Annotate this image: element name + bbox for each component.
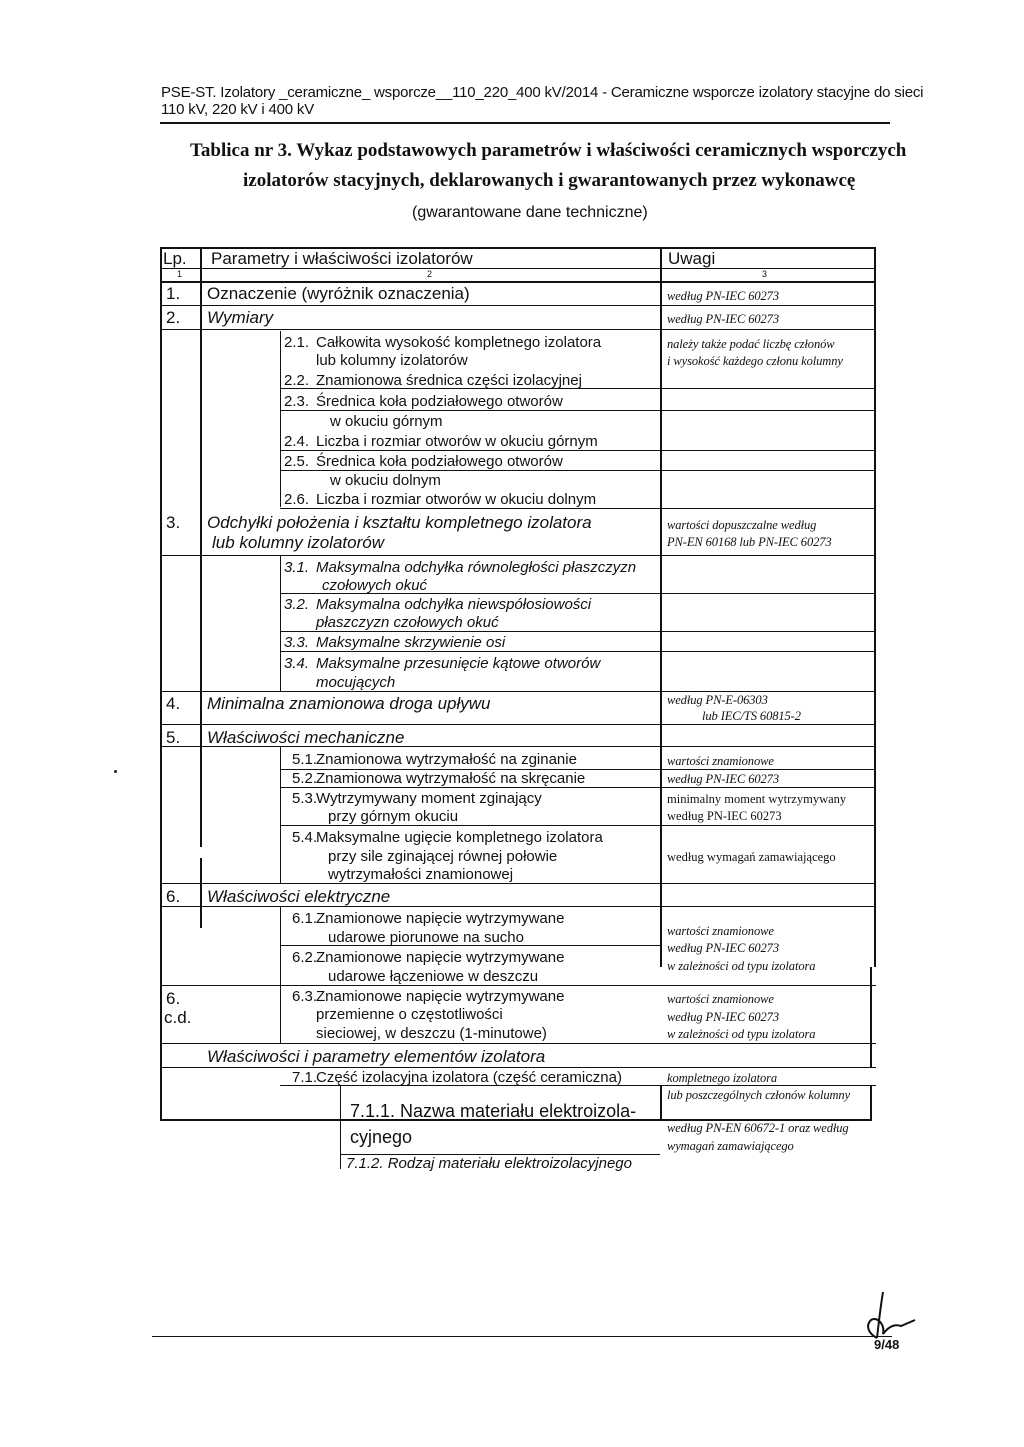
row-5-text: Właściwości mechaniczne (207, 728, 405, 747)
row-2-1-n1: należy także podać liczbę członów (667, 337, 835, 351)
row-6-1-l1: Znamionowe napięcie wytrzymywane (316, 910, 565, 927)
row-6-3-num: 6.3. (292, 988, 318, 1005)
row-6-1-num: 6.1. (292, 910, 318, 927)
row-2-6-l1: Liczba i rozmiar otworów w okuciu dolnym (316, 491, 597, 508)
row-5-4-num: 5.4. (292, 829, 318, 846)
row-6-1-l2: udarowe piorunowe na sucho (328, 929, 524, 946)
row-2-4-l1: Liczba i rozmiar otworów w okuciu górnym (316, 433, 598, 450)
col-num-3: 3 (762, 269, 768, 279)
row-6-lp: 6. (166, 887, 181, 906)
row-2-note: według PN-IEC 60273 (667, 312, 779, 326)
row-7-text: Właściwości i parametry elementów izolatora (207, 1047, 546, 1066)
row-3-2-l1: Maksymalna odchyłka niewspółosiowości (316, 596, 592, 613)
row-5-2-l1: Znamionowa wytrzymałość na skręcanie (316, 770, 586, 787)
row-6-2-l1: Znamionowe napięcie wytrzymywane (316, 949, 565, 966)
col-lp: Lp. (163, 249, 187, 268)
row-3-lp: 3. (166, 513, 181, 532)
row-3-1-l2: czołowych okuć (322, 577, 428, 594)
row-1-text: Oznaczenie (wyróżnik oznaczenia) (207, 284, 470, 303)
row-5-1-num: 5.1. (292, 751, 318, 768)
row-6-n1: wartości znamionowe (667, 924, 774, 938)
row-5-3-n1: minimalny moment wytrzymywany (667, 792, 847, 806)
row-7-1-1-n1: według PN-EN 60672-1 oraz według (667, 1121, 849, 1135)
row-4-n1: według PN-E-06303 (667, 693, 768, 707)
row-5-3-num: 5.3. (292, 790, 318, 807)
row-2-5-l1: Średnica koła podziałowego otworów (316, 453, 563, 470)
row-6-n3: w zależności od typu izolatora (667, 959, 816, 973)
row-6cd-lp2: c.d. (164, 1008, 192, 1027)
row-6-3-l1: Znamionowe napięcie wytrzymywane (316, 988, 565, 1005)
row-7-1-1-l1: 7.1.1. Nazwa materiału elektroizola- (350, 1101, 637, 1121)
row-2-5-l2: w okuciu dolnym (330, 472, 441, 489)
row-2-3-l2: w okuciu górnym (330, 413, 443, 430)
row-6-3-n1: wartości znamionowe (667, 992, 774, 1006)
row-3-3-num: 3.3. (284, 634, 310, 651)
row-2-text: Wymiary (207, 308, 274, 327)
row-2-1-l2: lub kolumny izolatorów (316, 352, 468, 369)
row-6-3-n3: w zależności od typu izolatora (667, 1027, 816, 1041)
row-3-2-l2: płaszczyzn czołowych okuć (316, 614, 499, 631)
row-2-2-num: 2.2. (284, 372, 310, 389)
row-5-2-note: według PN-IEC 60273 (667, 772, 779, 786)
col-params: Parametry i właściwości izolatorów (211, 249, 473, 268)
row-3-l1: Odchyłki położenia i kształtu kompletnego izolatora (207, 513, 592, 532)
row-7-1-n2: lub poszczególnych członów kolumny (667, 1088, 851, 1102)
row-3-n1: wartości dopuszczalne według (667, 518, 817, 532)
subtitle: (gwarantowane dane techniczne) (412, 204, 648, 221)
row-2-3-num: 2.3. (284, 393, 310, 410)
row-5-4-l2: przy sile zginającej równej połowie (328, 848, 558, 865)
header-rule (160, 122, 890, 124)
row-7-1-1-n2: wymagań zamawiającego (667, 1139, 794, 1153)
row-3-1-num: 3.1. (284, 559, 310, 576)
row-3-4-num: 3.4. (284, 655, 310, 672)
row-3-4-l1: Maksymalne przesunięcie kątowe otworów (316, 655, 601, 672)
row-2-6-num: 2.6. (284, 491, 310, 508)
row-2-5-num: 2.5. (284, 453, 310, 470)
col-num-1: 1 (177, 269, 183, 279)
row-6-3-l2: przemienne o częstotliwości (316, 1006, 503, 1023)
row-5-1-note: wartości znamionowe (667, 754, 774, 768)
row-5-4-l3: wytrzymałości znamionowej (328, 866, 514, 883)
title-line-2: izolatorów stacyjnych, deklarowanych i gwarantowanych przez wykonawcę (243, 170, 856, 191)
footer-rule (152, 1336, 892, 1337)
col-notes: Uwagi (668, 249, 716, 268)
row-2-1-num: 2.1. (284, 334, 310, 351)
row-2-1-n2: i wysokość każdego członu kolumny (667, 354, 843, 368)
row-5-2-num: 5.2. (292, 770, 318, 787)
row-2-3-l1: Średnica koła podziałowego otworów (316, 393, 563, 410)
row-7-1-1-l2: cyjnego (350, 1127, 413, 1147)
header-line-2: 110 kV, 220 kV i 400 kV (161, 101, 315, 118)
row-2-1-l1: Całkowita wysokość kompletnego izolatora (316, 334, 602, 351)
row-6-2-l2: udarowe łączeniowe w deszczu (328, 968, 539, 985)
col-num-2: 2 (427, 269, 433, 279)
row-3-1-l1: Maksymalna odchyłka równoległości płaszczyzn (316, 559, 637, 576)
row-4-n2: lub IEC/TS 60815-2 (702, 709, 801, 723)
row-3-2-num: 3.2. (284, 596, 310, 613)
row-2-2-l1: Znamionowa średnica części izolacyjnej (316, 372, 582, 389)
row-6-3-l3: sieciowej, w deszczu (1-minutowe) (316, 1025, 547, 1042)
scan-speck (114, 770, 117, 773)
header-line-1: PSE-ST. Izolatory _ceramiczne_ wsporcze__110_220_400 kV/2014 - Ceramiczne wsporcze izolatory stacyjne do sieci (161, 84, 924, 101)
row-6-n2: według PN-IEC 60273 (667, 941, 779, 955)
row-4-text: Minimalna znamionowa droga upływu (207, 694, 491, 713)
row-2-4-num: 2.4. (284, 433, 310, 450)
row-3-l2: lub kolumny izolatorów (212, 533, 384, 552)
page-number: 9/48 (874, 1337, 900, 1352)
row-7-1-l1: Część izolacyjna izolatora (część ceramiczna) (316, 1069, 622, 1086)
row-5-3-l2: przy górnym okuciu (328, 808, 459, 825)
row-3-3-l1: Maksymalne skrzywienie osi (316, 634, 506, 651)
row-4-lp: 4. (166, 694, 181, 713)
row-5-3-l1: Wytrzymywany moment zginający (316, 790, 542, 807)
row-6cd-lp1: 6. (166, 989, 181, 1008)
row-6-text: Właściwości elektryczne (207, 887, 391, 906)
row-5-4-l1: Maksymalne ugięcie kompletnego izolatora (316, 829, 603, 846)
row-6-3-n2: według PN-IEC 60273 (667, 1010, 779, 1024)
row-7-1-n1: kompletnego izolatora (667, 1071, 778, 1085)
row-1-note: według PN-IEC 60273 (667, 289, 779, 303)
row-3-4-l2: mocujących (316, 674, 396, 691)
row-1-lp: 1. (166, 284, 181, 303)
row-5-4-note: według wymagań zamawiającego (667, 850, 836, 864)
row-3-n2: PN-EN 60168 lub PN-IEC 60273 (667, 535, 832, 549)
row-7-1-num: 7.1. (292, 1069, 318, 1086)
row-5-lp: 5. (166, 728, 181, 747)
row-2-lp: 2. (166, 308, 181, 327)
row-5-3-n2: według PN-IEC 60273 (667, 809, 782, 823)
title-line-1: Tablica nr 3. Wykaz podstawowych parametrów i właściwości ceramicznych wsporczych (190, 140, 907, 161)
row-7-1-2-l1: 7.1.2. Rodzaj materiału elektroizolacyjnego (346, 1155, 632, 1172)
row-5-1-l1: Znamionowa wytrzymałość na zginanie (316, 751, 577, 768)
row-6-2-num: 6.2. (292, 949, 318, 966)
